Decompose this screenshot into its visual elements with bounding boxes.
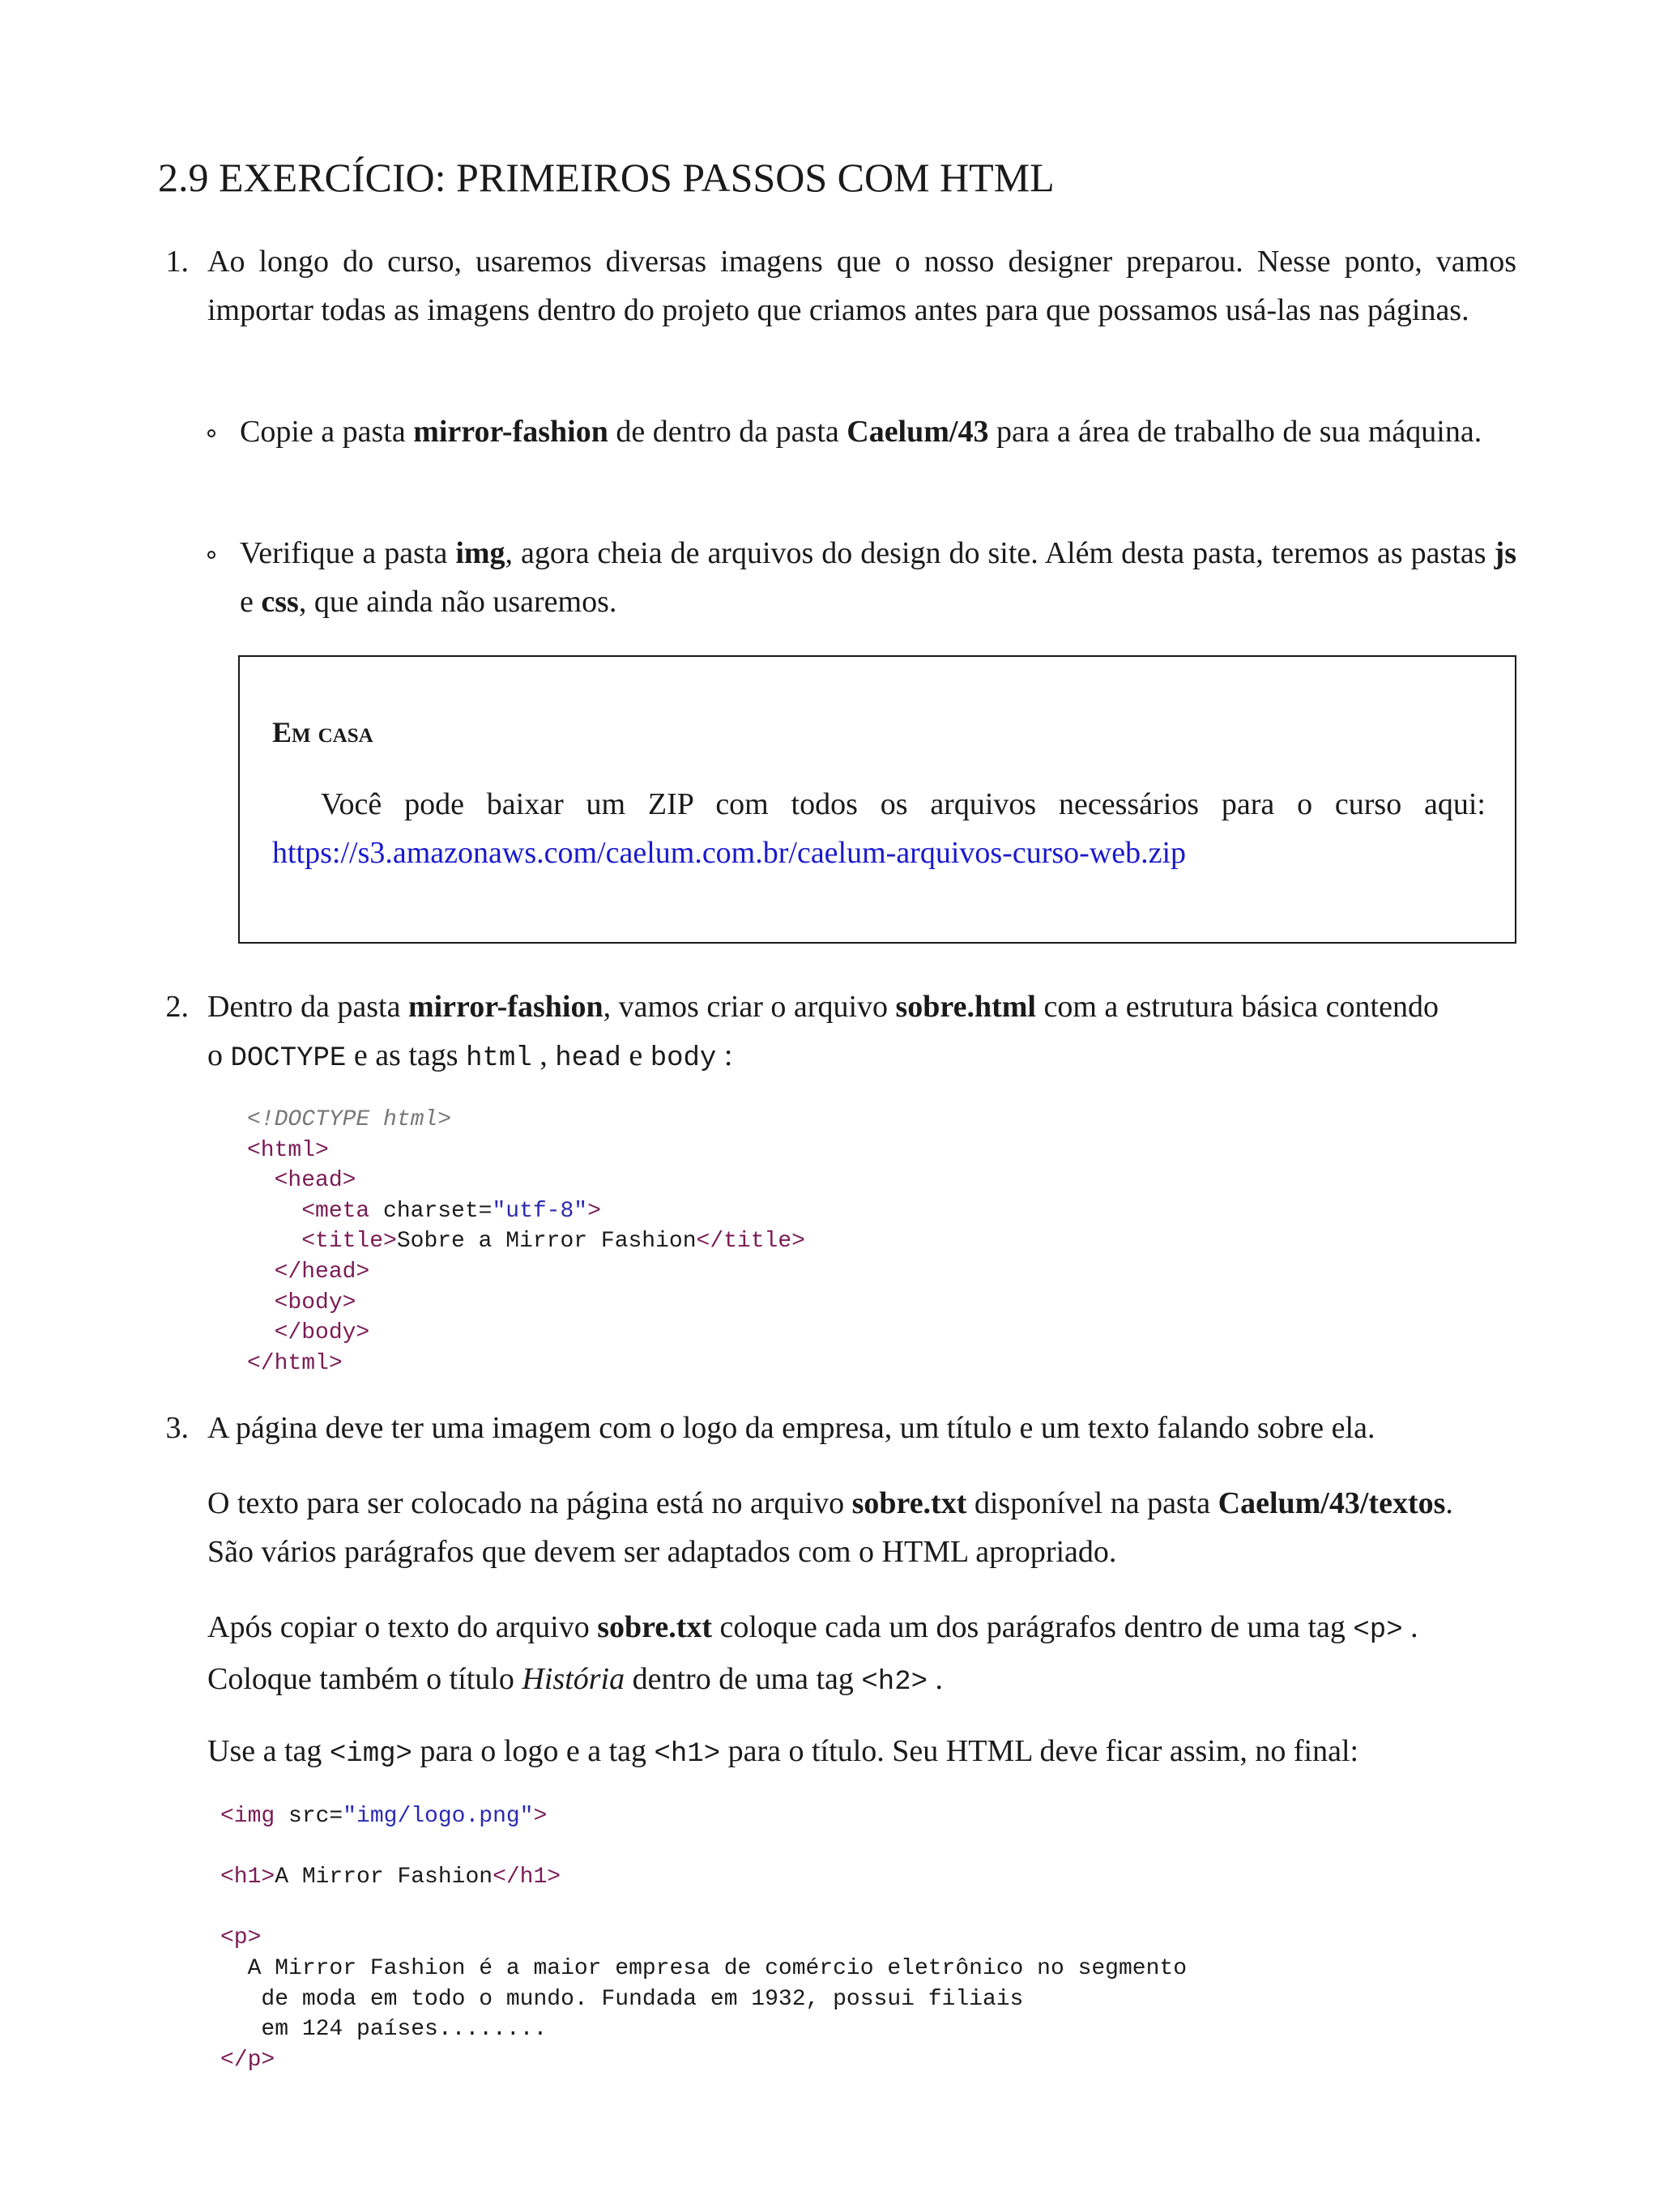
list-number-2: 2.	[165, 990, 189, 1024]
item2-paragraph	[207, 982, 1516, 1083]
list-number-3: 3.	[165, 1411, 189, 1445]
item1-paragraph: Ao longo do curso, usaremos diversas imagens que o nosso designer preparou. Nesse ponto, vamos importar todas as imagens dentro do projeto que criamos antes para que possamos usá-las nas páginas.	[207, 245, 1516, 327]
item3-p2-line1: O texto para ser colocado na página está no arquivo sobre.txt disponível na pasta Caelum/43/textos.	[207, 1486, 1453, 1520]
item1-bullet1: Copie a pasta mirror-fashion de dentro da pasta Caelum/43 para a área de trabalho de sua máquina.	[240, 415, 1482, 449]
item2-line2: o DOCTYPE e as tags html , head e body :	[207, 1038, 733, 1074]
item3-p2-line2: São vários parágrafos que devem ser adaptados com o HTML apropriado.	[207, 1535, 1117, 1569]
item1-bullet2: Verifique a pasta img, agora cheia de arquivos do design do site. Além desta pasta, teremos as pastas js e css, que ainda não usaremos.	[240, 536, 1516, 619]
item3-p3-line1: Após copiar o texto do arquivo sobre.txt coloque cada um dos parágrafos dentro de uma tag <p> .	[207, 1610, 1418, 1646]
list-number-1: 1.	[165, 245, 189, 279]
callout-box	[238, 655, 1516, 944]
item3-paragraph3	[207, 1603, 1516, 1707]
callout-title: Em casa	[272, 716, 373, 748]
item3-paragraph1: A página deve ter uma imagem com o logo da empresa, um título e um texto falando sobre ela.	[207, 1411, 1375, 1445]
item3-paragraph2	[207, 1479, 1516, 1576]
bullet-icon	[207, 429, 215, 437]
section-heading: 2.9 EXERCÍCIO: PRIMEIROS PASSOS COM HTML	[158, 155, 1055, 200]
code-block-final-html: <img src="img/logo.png"> <h1>A Mirror Fashion</h1> <p> A Mirror Fashion é a maior empresa de comércio eletrônico no segmento de moda em todo o mundo. Fundada em 1932, possui filiais em 124 países........ </p>	[220, 1804, 1187, 2073]
item3-p3-line2: Coloque também o título História dentro de uma tag <h2> .	[207, 1662, 944, 1698]
item2-line1: Dentro da pasta mirror-fashion, vamos criar o arquivo sobre.html com a estrutura básica contendo	[207, 990, 1439, 1024]
item3-paragraph4: Use a tag <img> para o logo e a tag <h1> para o título. Seu HTML deve ficar assim, no final:	[207, 1734, 1359, 1770]
download-link[interactable]: https://s3.amazonaws.com/caelum.com.br/caelum-arquivos-curso-web.zip	[272, 836, 1187, 870]
code-block-sobre-html: <!DOCTYPE html> <html> <head> <meta charset="utf-8"> <title>Sobre a Mirror Fashion</title> </head> <body> </body> </html>	[247, 1107, 805, 1376]
callout-text: Você pode baixar um ZIP com todos os arquivos necessários para o curso aqui: https://s3.amazonaws.com/caelum.com.br/caelum-arquivos-curso-web.zip	[272, 787, 1486, 870]
bullet-icon	[207, 551, 215, 559]
